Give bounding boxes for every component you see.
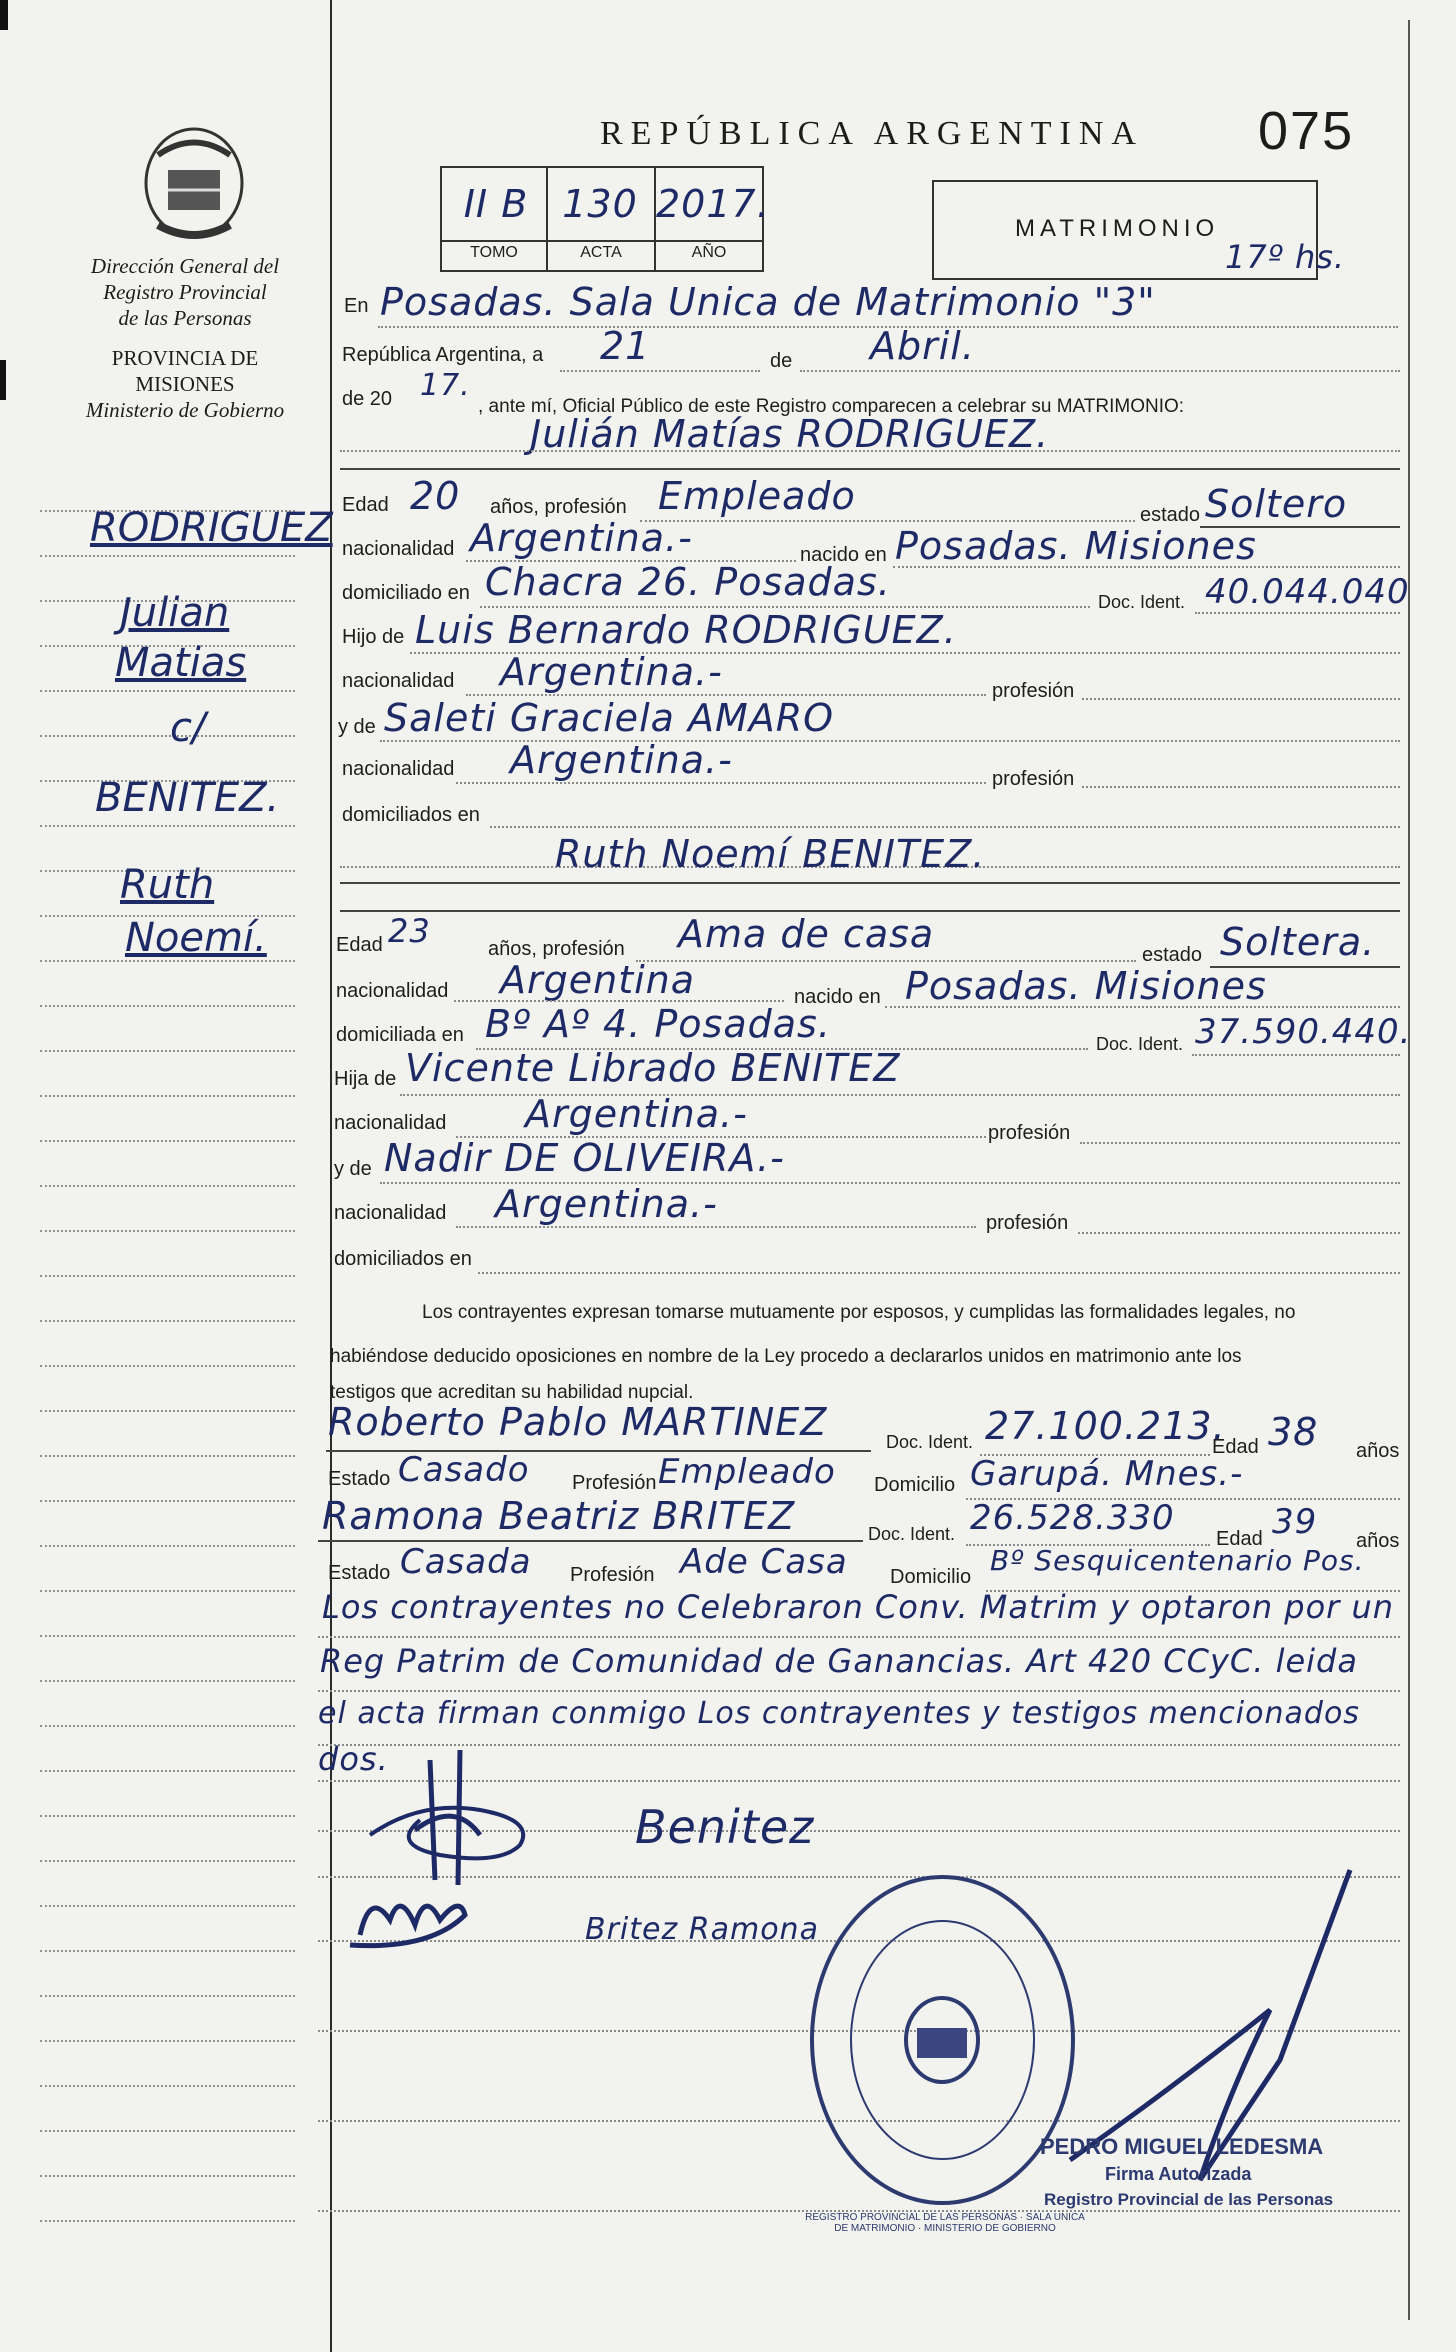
witness-1-edad: 38	[1268, 1410, 1319, 1454]
sidebar-conjunction: c/	[170, 705, 206, 751]
acta-value: 130	[562, 182, 638, 226]
margin-rule	[40, 1860, 295, 1862]
sidebar-surname: RODRIGUEZ	[90, 505, 333, 551]
margin-rule	[40, 1995, 295, 1997]
sidebar-first-name: Julian	[120, 590, 230, 636]
groom-estado-label: estado	[1140, 504, 1201, 526]
groom-dom-label: domiciliado en	[342, 582, 470, 604]
province-line-1: PROVINCIA DE	[111, 346, 259, 370]
groom-nacido-line	[893, 566, 1400, 568]
groom-hijo-label: Hijo de	[342, 626, 405, 648]
witness-1-estado-label: Estado	[328, 1468, 391, 1490]
margin-rule	[40, 1455, 295, 1457]
bride-doc: 37.590.440.	[1195, 1012, 1412, 1052]
margin-rule	[40, 1590, 295, 1592]
groom-name: Julián Matías RODRIGUEZ.	[530, 412, 1050, 456]
day-line	[560, 370, 760, 372]
tomo-label: TOMO	[470, 244, 518, 261]
bride-domiciliados-line	[478, 1272, 1400, 1274]
groom-prof-line	[640, 520, 1135, 522]
anio-label: AÑO	[691, 244, 727, 261]
witness-1-name: Roberto Pablo MARTINEZ	[328, 1400, 828, 1444]
bride-edad: 23	[388, 912, 431, 950]
groom-nac-label: nacionalidad	[342, 538, 455, 560]
witness-2-edad-label: Edad	[1216, 1528, 1263, 1550]
acta-label: ACTA	[580, 244, 622, 261]
matrimonio-title: MATRIMONIO	[1015, 215, 1220, 242]
groom-doc: 40.044.040	[1205, 572, 1410, 612]
bride-dom: Bº Aº 4. Posadas.	[485, 1002, 831, 1046]
witness-1-dom-label: Domicilio	[874, 1474, 956, 1496]
witness-2-prof-label: Profesión	[570, 1564, 655, 1586]
declaration-line-1: Los contrayentes expresan tomarse mutuamente por esposos, y cumplidas las formalidades legales, no	[422, 1302, 1296, 1323]
seal-emblem-icon	[895, 1990, 990, 2090]
groom-nacido: Posadas. Misiones	[895, 524, 1257, 568]
bride-profession: Ama de casa	[678, 912, 935, 956]
de-label: de	[770, 350, 793, 372]
witness-2-edad: 39	[1272, 1502, 1318, 1542]
groom-mother-prof-line	[1082, 786, 1400, 788]
bride-father-nac-label: nacionalidad	[334, 1112, 447, 1134]
anio-value: 2017.	[656, 182, 770, 226]
ministry-line: Ministerio de Gobierno	[85, 398, 285, 422]
bride-hija-label: Hija de	[334, 1068, 397, 1090]
left-column-divider	[330, 0, 332, 2352]
groom-father-prof-line	[1082, 698, 1400, 700]
bride-nacido-line	[885, 1006, 1400, 1008]
margin-rule	[40, 1410, 295, 1412]
bride-estado-label: estado	[1142, 944, 1203, 966]
coat-of-arms-icon	[138, 125, 250, 245]
margin-rule	[40, 2130, 295, 2132]
seal-text: REGISTRO PROVINCIAL DE LAS PERSONAS · SALA UNICA DE MATRIMONIO · MINISTERIO DE GOBIERNO	[805, 2212, 1085, 2234]
witness-1-prof-label: Profesión	[572, 1472, 657, 1494]
province-line-2: MISIONES	[135, 372, 235, 396]
margin-rule	[40, 1320, 295, 1322]
groom-father-nac: Argentina.-	[500, 650, 723, 694]
sidebar-bride-first: Ruth	[120, 862, 215, 908]
witness-1-edad-label: Edad	[1212, 1436, 1259, 1458]
table-divider-h	[440, 240, 764, 242]
groom-mother: Saleti Graciela AMARO	[384, 696, 835, 740]
country-title: REPÚBLICA ARGENTINA	[600, 115, 1144, 152]
groom-dom: Chacra 26. Posadas.	[485, 560, 891, 604]
bride-prof-line	[636, 960, 1136, 962]
witness-2-prof: Ade Casa	[680, 1542, 848, 1582]
bride-mother-prof-label: profesión	[986, 1212, 1069, 1234]
groom-nacido-label: nacido en	[800, 544, 887, 566]
month-line	[800, 370, 1400, 372]
tomo-value: II B	[463, 182, 529, 226]
witness-1-estado: Casado	[398, 1450, 530, 1490]
bride-signature: Benitez	[635, 1800, 815, 1854]
bride-mother-prof-line	[1078, 1232, 1400, 1234]
margin-rule	[40, 690, 295, 692]
groom-anios-label: años, profesión	[490, 496, 627, 518]
bride-mother-nac-line	[456, 1226, 976, 1228]
office-line-2: Registro Provincial	[103, 280, 267, 304]
rep-label: República Argentina, a	[342, 344, 544, 366]
groom-father: Luis Bernardo RODRIGUEZ.	[415, 608, 957, 652]
note-line-2: Reg Patrim de Comunidad de Ganancias. Art 420 CCyC. leida	[320, 1642, 1358, 1680]
bride-father-prof-line	[1080, 1142, 1400, 1144]
bride-nacido-label: nacido en	[794, 986, 881, 1008]
groom-edad-label: Edad	[342, 494, 389, 516]
groom-mother-prof-label: profesión	[992, 768, 1075, 790]
office-line-1: Dirección General del	[90, 254, 280, 278]
bride-anios-label: años, profesión	[488, 938, 625, 960]
margin-rule	[40, 1725, 295, 1727]
margin-rule	[40, 2085, 295, 2087]
margin-rule	[40, 1905, 295, 1907]
margin-rule	[40, 1230, 295, 1232]
groom-nac: Argentina.-	[470, 516, 693, 560]
bride-father-prof-label: profesión	[988, 1122, 1071, 1144]
bride-estado: Soltera.	[1220, 920, 1376, 964]
witness-2-estado: Casada	[400, 1542, 532, 1582]
groom-signature-icon	[360, 1740, 550, 1890]
groom-profession: Empleado	[658, 474, 856, 518]
margin-rule	[40, 1050, 295, 1052]
matrimonio-time-note: 17º hs.	[1225, 238, 1346, 276]
year-value: 17.	[420, 368, 471, 403]
declaration-line-2: habiéndose deducido oposiciones en nombre de la Ley procedo a declararlos unidos en matrimonio ante los	[330, 1346, 1242, 1367]
witness-2-anios: años	[1356, 1530, 1400, 1552]
bride-father-nac: Argentina.-	[525, 1092, 748, 1136]
witness-1-doc-label: Doc. Ident.	[886, 1432, 974, 1452]
witness-2-dom: Bº Sesquicentenario Pos.	[990, 1544, 1365, 1577]
year-prefix: de 20	[342, 388, 393, 410]
witness-2-estado-label: Estado	[328, 1562, 391, 1584]
margin-rule	[40, 2040, 295, 2042]
margin-rule	[40, 1275, 295, 1277]
bride-name: Ruth Noemí BENITEZ.	[555, 832, 986, 876]
groom-father-prof-label: profesión	[992, 680, 1075, 702]
note-line-1: Los contrayentes no Celebraron Conv. Matrim y optaron por un	[322, 1588, 1395, 1626]
officer-name: PEDRO MIGUEL LEDESMA	[1040, 2134, 1324, 2159]
witness-2-doc: 26.528.330	[970, 1498, 1175, 1538]
witness-2-doc-label: Doc. Ident.	[868, 1524, 956, 1544]
bride-nac-label: nacionalidad	[336, 980, 449, 1002]
bride-yde-label: y de	[334, 1158, 372, 1180]
note-line-4: dos.	[318, 1740, 389, 1778]
bride-mother-nac-label: nacionalidad	[334, 1202, 447, 1224]
witness-1-dom: Garupá. Mnes.-	[970, 1454, 1244, 1494]
groom-edad: 20	[410, 474, 461, 518]
margin-rule	[40, 1950, 295, 1952]
witness-1-signature-icon	[340, 1880, 480, 1960]
groom-father-nac-label: nacionalidad	[342, 670, 455, 692]
witness-1-prof: Empleado	[658, 1452, 836, 1492]
right-margin-line	[1408, 20, 1410, 2320]
witness-2-signature: Britez Ramona	[585, 1912, 819, 1947]
bride-nac: Argentina	[500, 958, 696, 1002]
margin-rule	[40, 2220, 295, 2222]
en-label: En	[344, 295, 369, 317]
margin-rule	[40, 1815, 295, 1817]
bride-domiciliados-label: domiciliados en	[334, 1248, 472, 1270]
officer-office: Registro Provincial de las Personas	[1044, 2190, 1334, 2209]
note-line-3: el acta firman conmigo Los contrayentes y testigos mencionados	[318, 1696, 1360, 1731]
note-rule-2	[318, 1690, 1400, 1692]
groom-mother-nac-label: nacionalidad	[342, 758, 455, 780]
margin-rule	[40, 1005, 295, 1007]
bride-name-underline	[340, 882, 1400, 884]
groom-estado: Soltero	[1205, 482, 1348, 526]
margin-rule	[40, 1635, 295, 1637]
binding-edge-2	[0, 360, 6, 400]
bride-nacido: Posadas. Misiones	[905, 964, 1267, 1008]
margin-rule	[40, 1095, 295, 1097]
officer-title: Firma Autorizada	[1105, 2164, 1252, 2184]
margin-rule	[40, 825, 295, 827]
margin-rule	[40, 1545, 295, 1547]
margin-rule	[40, 1185, 295, 1187]
groom-name-line	[340, 450, 1400, 452]
groom-domiciliados-line	[490, 826, 1400, 828]
declaration-line-3: testigos que acreditan su habilidad nupcial.	[330, 1382, 694, 1403]
witness-2-dom-label: Domicilio	[890, 1566, 972, 1588]
margin-rule	[40, 1680, 295, 1682]
bride-dom-label: domiciliada en	[336, 1024, 464, 1046]
groom-yde-label: y de	[338, 716, 376, 738]
margin-rule	[40, 1140, 295, 1142]
witness-1-doc: 27.100.213.	[985, 1404, 1226, 1448]
groom-mother-nac-line	[456, 782, 986, 784]
bride-father: Vicente Librado BENITEZ	[405, 1046, 901, 1090]
note-rule-1	[318, 1636, 1400, 1638]
month-value: Abril.	[870, 324, 975, 368]
groom-doc-line	[1195, 612, 1400, 614]
office-line-3: de las Personas	[118, 306, 252, 330]
groom-mother-nac: Argentina.-	[510, 738, 733, 782]
groom-doc-label: Doc. Ident.	[1098, 592, 1186, 612]
margin-rule	[40, 735, 295, 737]
margin-rule	[40, 555, 295, 557]
binding-edge	[0, 0, 8, 30]
groom-name-underline	[340, 468, 1400, 470]
act-number: 075	[1258, 101, 1355, 161]
margin-rule	[40, 1770, 295, 1772]
groom-domiciliados-label: domiciliados en	[342, 804, 480, 826]
bride-mother: Nadir DE OLIVEIRA.-	[384, 1136, 785, 1180]
bride-doc-label: Doc. Ident.	[1096, 1034, 1184, 1054]
sidebar-middle-name: Matias	[115, 640, 247, 686]
margin-rule	[40, 1500, 295, 1502]
margin-rule	[40, 1365, 295, 1367]
bride-doc-line	[1192, 1054, 1400, 1056]
intro-text: , ante mí, Oficial Público de este Registro comparecen a celebrar su MATRIMONIO:	[478, 396, 1185, 417]
en-value: Posadas. Sala Unica de Matrimonio "3"	[380, 280, 1156, 324]
day-value: 21	[600, 324, 651, 368]
bride-edad-label: Edad	[336, 934, 383, 956]
sidebar-bride-middle: Noemí.	[125, 915, 267, 961]
margin-rule	[40, 2175, 295, 2177]
witness-1-anios: años	[1356, 1440, 1400, 1462]
bride-mother-nac: Argentina.-	[495, 1182, 718, 1226]
sidebar-bride-surname: BENITEZ.	[95, 775, 280, 821]
witness-2-name: Ramona Beatriz BRITEZ	[322, 1494, 796, 1538]
